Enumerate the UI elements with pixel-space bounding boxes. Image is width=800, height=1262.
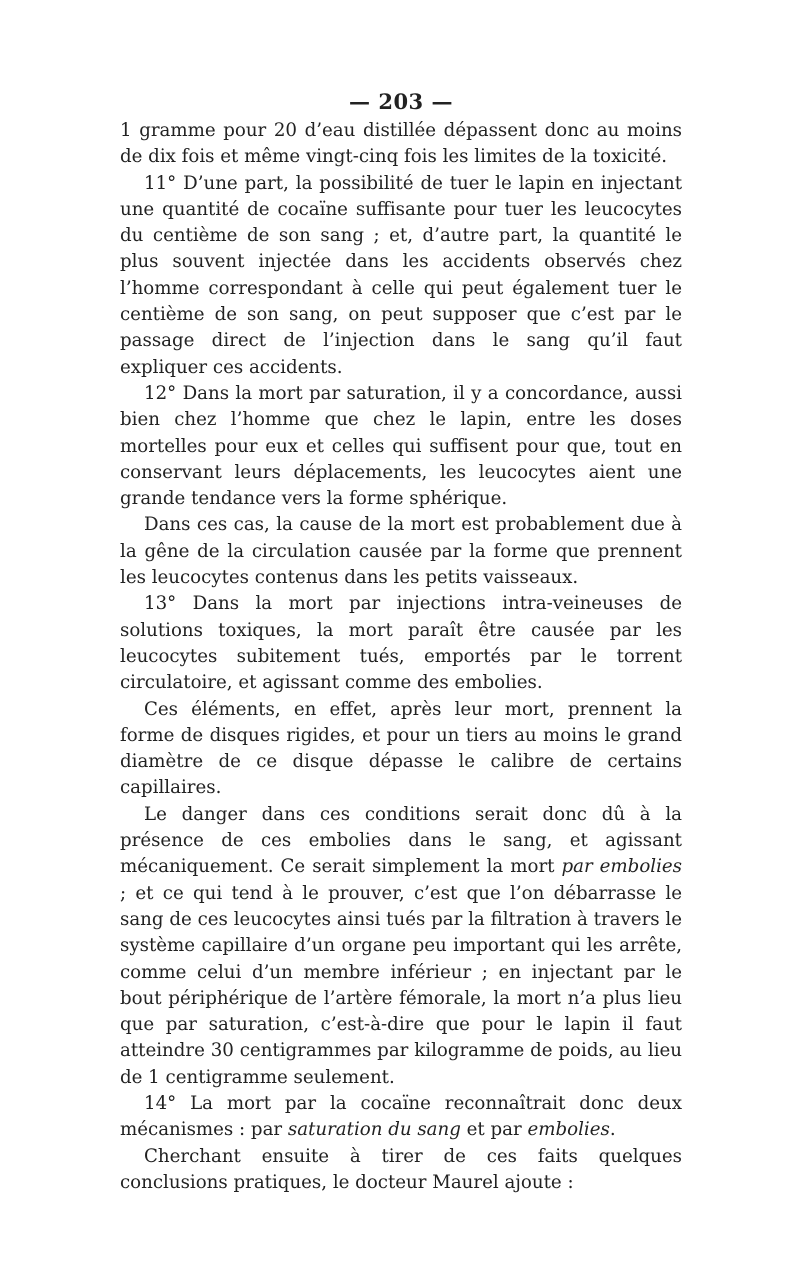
- paragraph: [120, 697, 682, 802]
- text-run: 12° Dans la mort par saturation, il y a concordance, aussi bien chez l’homme que chez le lapin, entre les doses mortelles pour eux et celles qui suffisent pour que, tout en conservant leurs déplacements, les leucocytes aient une grande tendance vers la forme sphérique.: [120, 382, 682, 510]
- text-run: 11° D’une part, la possibilité de tuer le lapin en injectant une quantité de cocaïne suffisante pour tuer les leucocytes du centième de son sang ; et, d’autre part, la quantité le plus souvent injectée dans les accidents observés chez l’homme correspondant à celle qui peut également tuer le centième de son sang, on peut supposer que c’est par le passage direct de l’injection dans le sang qu’il faut expliquer ces accidents.: [120, 172, 682, 378]
- italic-text: embolies: [527, 1119, 610, 1141]
- text-run: Ces éléments, en effet, après leur mort, prennent la forme de disques rigides, et pour un tiers au moins le grand diamètre de ce disque dépasse le calibre de certains capillaires.: [120, 698, 682, 799]
- paragraph: [120, 802, 682, 1091]
- italic-text: saturation du sang: [287, 1119, 461, 1141]
- text-run: 13° Dans la mort par injections intra-veineuses de solutions toxiques, la mort paraît être causée par les leucocytes subitement tués, emportés par le torrent circulatoire, et agissant comme des embolies.: [120, 593, 682, 694]
- italic-text: par embolies: [561, 856, 683, 878]
- text-run: ; et ce qui tend à le prouver, c’est que l’on débarrasse le sang de ces leucocytes ainsi tués par la filtration à travers le système capillaire d’un organe peu important qui les arrête, comme celui d’un membre inférieur ; en injectant par le bout périphérique de l’artère fémorale, la mort n’a plus lieu que par saturation, c’est-à-dire que pour le lapin il faut atteindre 30 centigrammes par kilogramme de poids, au lieu de 1 centigramme seulement.: [120, 882, 682, 1088]
- text-run: et par: [460, 1119, 528, 1141]
- text-run: .: [609, 1119, 616, 1141]
- paragraph: [120, 1091, 682, 1144]
- paragraph: [120, 591, 682, 696]
- text-run: 1 gramme pour 20 d’eau distillée dépassent donc au moins de dix fois et même vingt-cinq fois les limites de la toxicité.: [120, 120, 682, 168]
- text-run: Dans ces cas, la cause de la mort est probablement due à la gêne de la circulation causée par la forme que prennent les leucocytes contenus dans les petits vaisseaux.: [120, 514, 682, 589]
- text-run: Cherchant ensuite à tirer de ces faits quelques conclusions pratiques, le docteur Maurel ajoute :: [120, 1145, 682, 1193]
- text-run: Le danger dans ces conditions serait donc dû à la présence de ces embolies dans le sang, et agissant mécaniquement. Ce serait simplement la mort: [120, 803, 682, 878]
- body-text: [120, 118, 682, 1196]
- paragraph: [120, 1144, 682, 1197]
- text-run: 14° La mort par la cocaïne reconnaîtrait donc deux mécanismes : par: [120, 1092, 682, 1141]
- page-number: — 203 —: [349, 89, 453, 114]
- paragraph: [120, 171, 682, 381]
- paragraph: [120, 118, 682, 171]
- paragraph: [120, 381, 682, 512]
- paragraph: [120, 512, 682, 591]
